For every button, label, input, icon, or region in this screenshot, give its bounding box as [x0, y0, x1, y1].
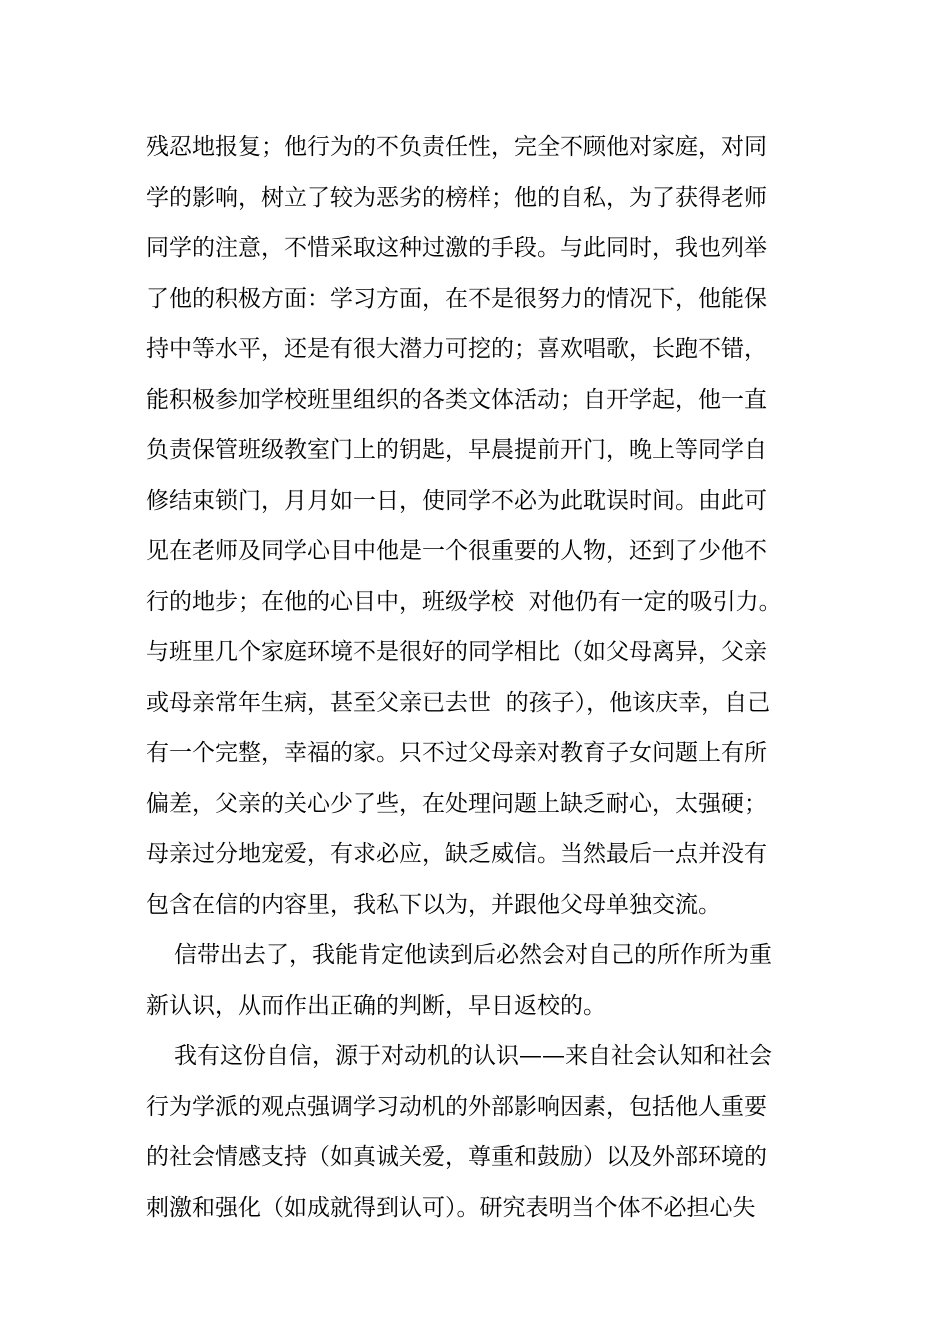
text-line: 刺激和强化（如成就得到认可）。研究表明当个体不必担心失 — [146, 1194, 756, 1221]
text-line: 有一个完整，幸福的家。只不过父母亲对教育子女问题上有所 — [146, 740, 767, 766]
text-line: 我有这份自信，源于对动机的认识——来自社会认知和社会 — [174, 1043, 772, 1069]
text-line: 或母亲常年生病，甚至父亲已去世 的孩子），他该庆幸，自己 — [146, 689, 771, 716]
text-line: 修结束锁门，月月如一日，使同学不必为此耽误时间。由此可 — [146, 487, 767, 514]
text-line: 行的地步；在他的心目中，班级学校 对他仍有一定的吸引力。 — [146, 588, 782, 615]
text-line: 学的影响，树立了较为恶劣的榜样；他的自私，为了获得老师 — [146, 184, 767, 211]
text-line: 同学的注意，不惜采取这种过激的手段。与此同时，我也列举 — [146, 235, 767, 261]
paragraph-1 — [146, 122, 806, 930]
paragraph-2 — [146, 930, 806, 1031]
text-line: 见在老师及同学心目中他是一个很重要的人物，还到了少他不 — [146, 538, 767, 564]
text-line: 包含在信的内容里，我私下以为，并跟他父母单独交流。 — [146, 891, 721, 918]
text-line: 新认识，从而作出正确的判断，早日返校的。 — [146, 992, 606, 1019]
text-line: 的社会情感支持（如真诚关爱，尊重和鼓励）以及外部环境的 — [146, 1144, 767, 1170]
text-line: 负责保管班级教室门上的钥匙，早晨提前开门，晚上等同学自 — [146, 437, 767, 463]
text-line: 残忍地报复；他行为的不负责任性，完全不顾他对家庭，对同 — [146, 134, 767, 160]
text-line: 信带出去了，我能肯定他读到后必然会对自己的所作所为重 — [174, 942, 772, 968]
text-line: 偏差，父亲的关心少了些，在处理问题上缺乏耐心，太强硬； — [146, 790, 767, 817]
text-line: 能积极参加学校班里组织的各类文体活动；自开学起，他一直 — [146, 386, 767, 413]
paragraph-3 — [146, 1031, 806, 1233]
text-line: 母亲过分地宠爱，有求必应，缺乏威信。当然最后一点并没有 — [146, 841, 767, 867]
text-line: 与班里几个家庭环境不是很好的同学相比（如父母离异，父亲 — [146, 639, 767, 665]
document-body — [146, 122, 806, 1233]
text-line: 持中等水平，还是有很大潜力可挖的；喜欢唱歌，长跑不错， — [146, 336, 767, 362]
text-line: 了他的积极方面：学习方面，在不是很努力的情况下，他能保 — [146, 285, 767, 312]
text-line: 行为学派的观点强调学习动机的外部影响因素，包括他人重要 — [146, 1093, 767, 1120]
